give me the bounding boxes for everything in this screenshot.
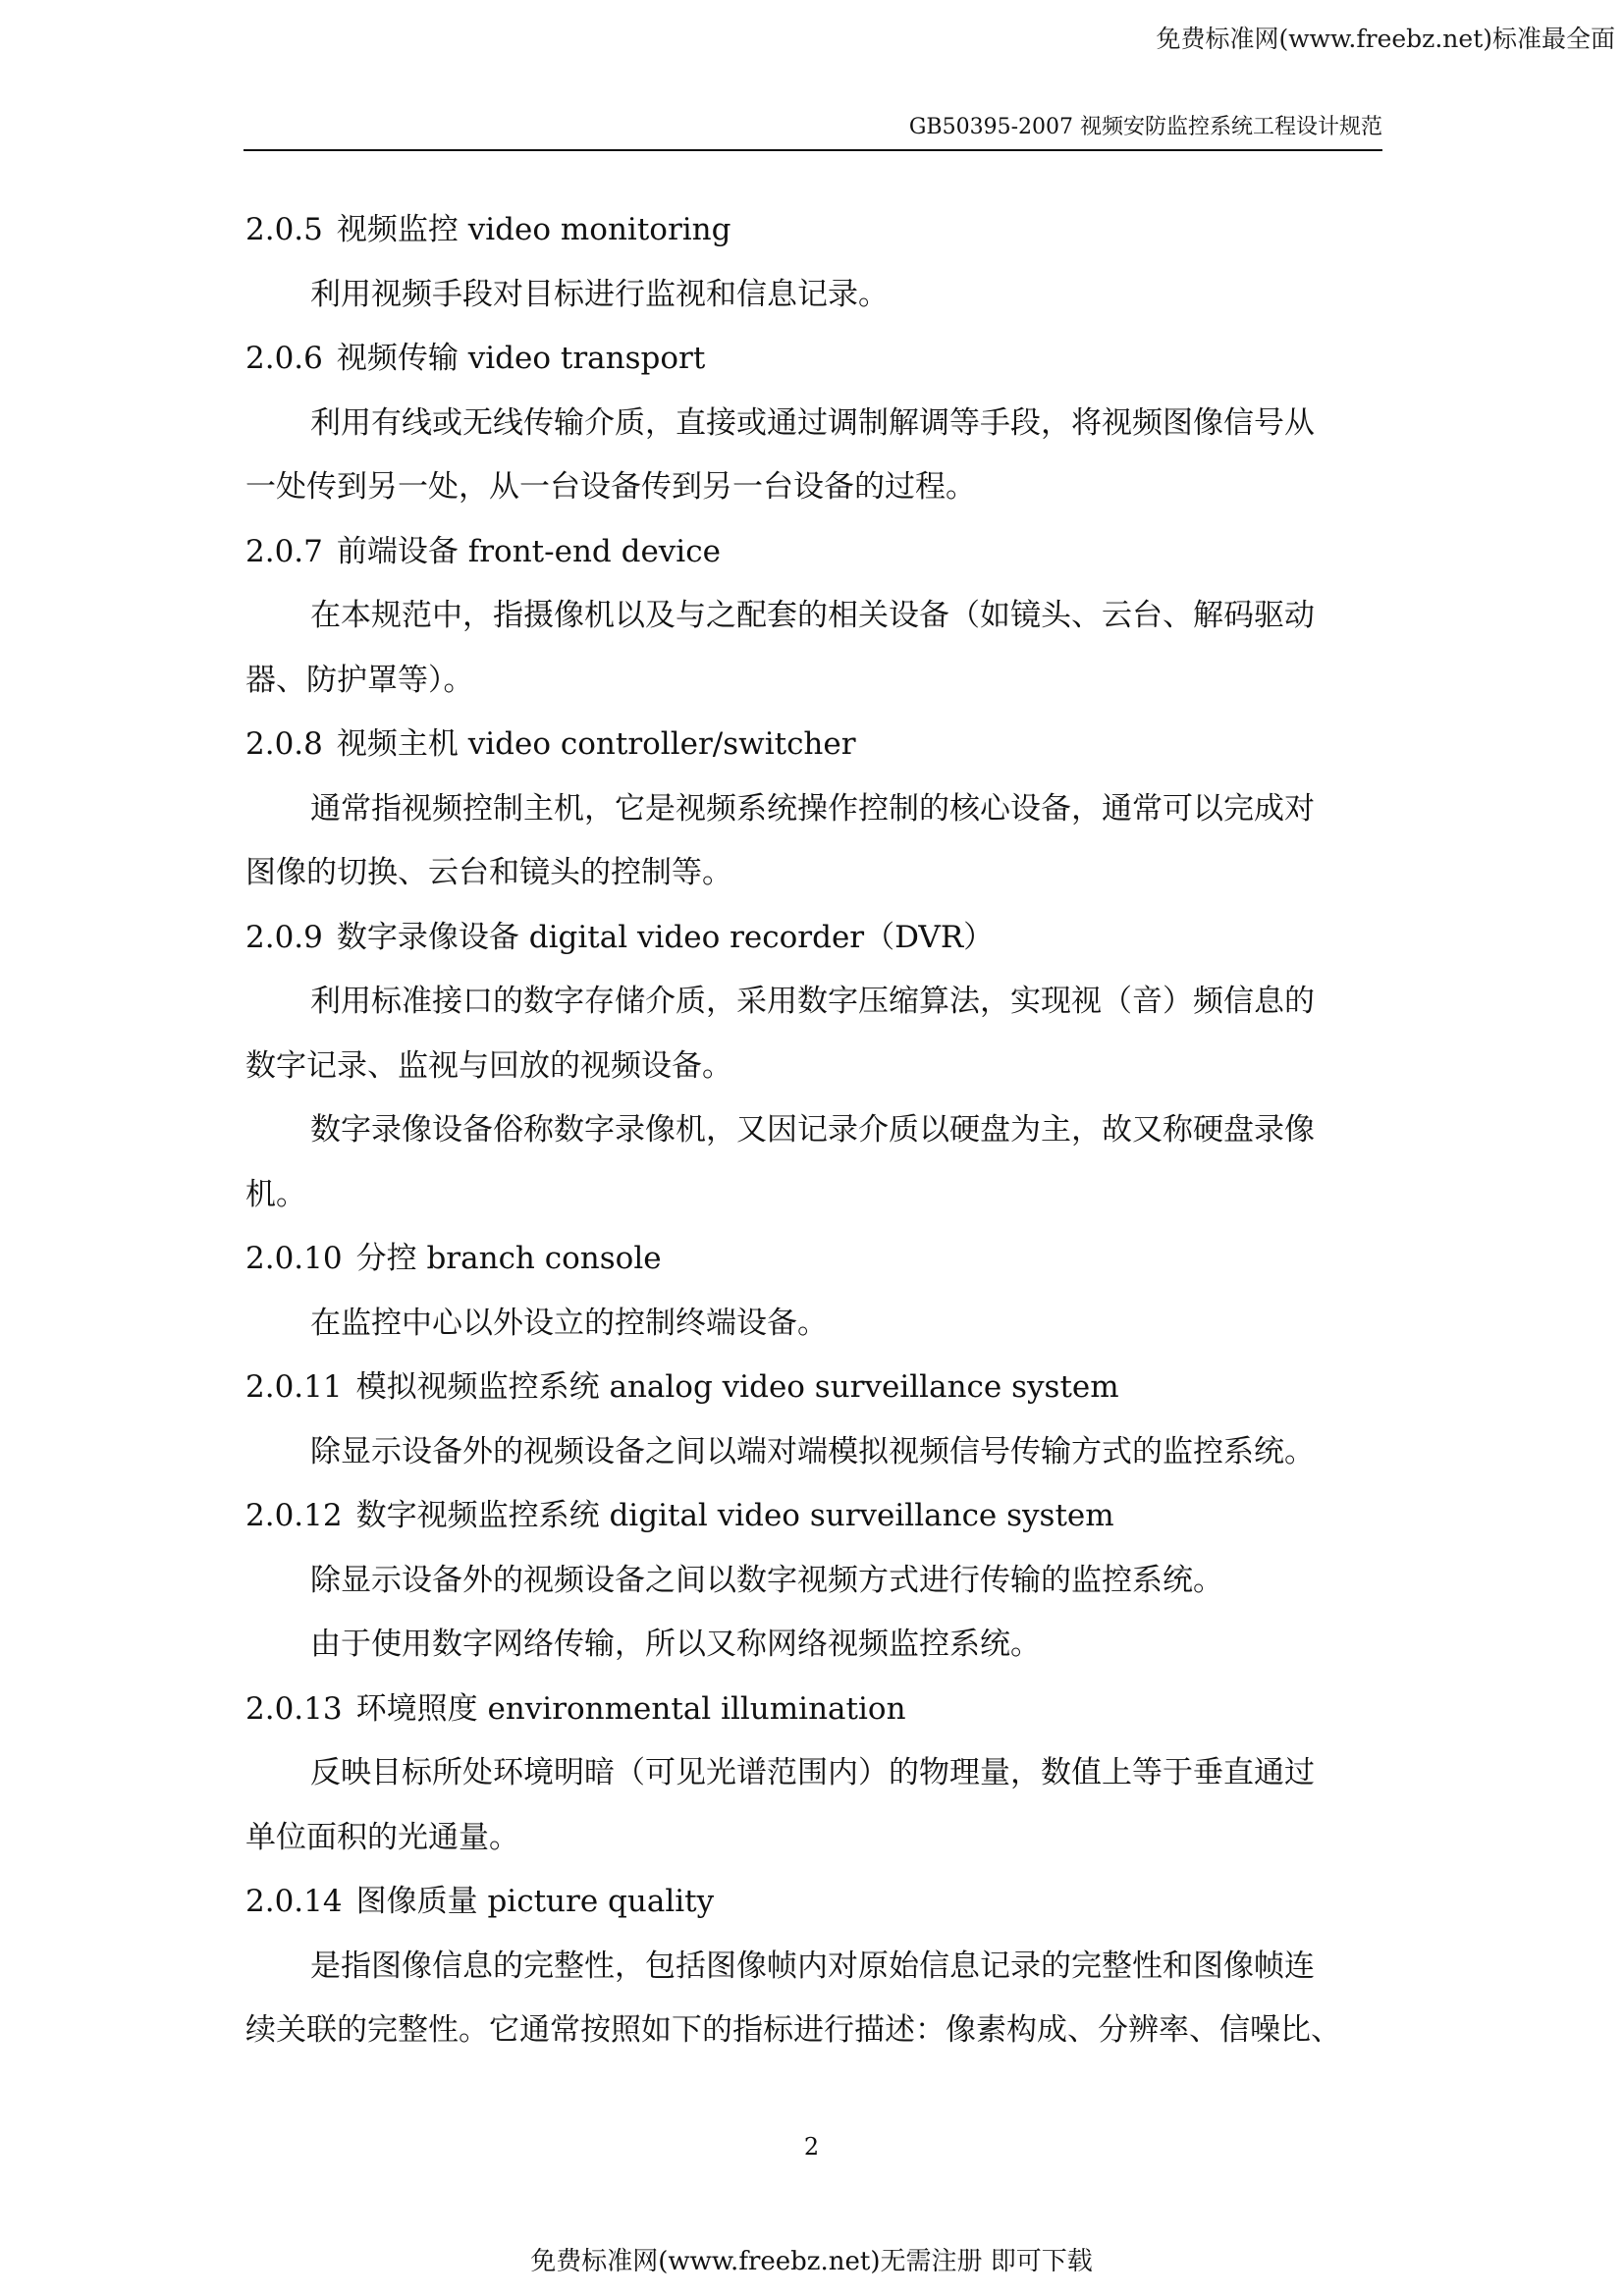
term-heading <box>245 1363 1382 1428</box>
term-number: 2.0.12 <box>245 1498 343 1533</box>
paragraph-line-first: 由于使用数字网络传输，所以又称网络视频监控系统。 <box>310 1627 1041 1662</box>
paragraph-line-first: 通常指视频控制主机，它是视频系统操作控制的核心设备，通常可以完成对 <box>310 790 1315 827</box>
term-heading <box>245 335 1382 400</box>
term-title: 视频传输 video transport <box>336 341 706 376</box>
term-title: 数字录像设备 digital video recorder（DVR） <box>336 919 995 955</box>
paragraph-line-first: 除显示设备外的视频设备之间以数字视频方式进行传输的监控系统。 <box>310 1562 1223 1598</box>
term-number: 2.0.11 <box>245 1369 343 1405</box>
term-number: 2.0.7 <box>245 533 323 569</box>
paragraph-line: 图像的切换、云台和镜头的控制等。 <box>245 855 732 890</box>
term-title: 视频主机 video controller/switcher <box>336 726 856 762</box>
paragraph-line-first: 利用有线或无线传输介质，直接或通过调制解调等手段，将视频图像信号从 <box>310 404 1315 441</box>
term-heading <box>245 721 1382 785</box>
paragraph-line-first: 是指图像信息的完整性，包括图像帧内对原始信息记录的完整性和图像帧连 <box>310 1948 1315 1984</box>
paragraph-line: 器、防护罩等）。 <box>245 662 474 698</box>
paragraph-line: 机。 <box>245 1176 306 1212</box>
term-title: 分控 branch console <box>355 1241 662 1276</box>
header-rule <box>243 149 1382 151</box>
paragraph-line-first: 在本规范中，指摄像机以及与之配套的相关设备（如镜头、云台、解码驱动 <box>310 598 1315 633</box>
term-heading <box>245 914 1382 979</box>
term-heading <box>245 1235 1382 1300</box>
term-number: 2.0.6 <box>245 341 323 376</box>
term-number: 2.0.13 <box>245 1690 343 1727</box>
term-title: 模拟视频监控系统 analog video surveillance system <box>355 1369 1119 1405</box>
paragraph-line: 续关联的完整性。它通常按照如下的指标进行描述：像素构成、分辨率、信噪比、 <box>245 2012 1341 2048</box>
term-number: 2.0.8 <box>245 726 323 762</box>
paragraph-line: 数字记录、监视与回放的视频设备。 <box>245 1047 732 1084</box>
term-heading <box>245 206 1382 271</box>
watermark-top: 免费标准网(www.freebz.net)标准最全面 <box>1156 25 1615 53</box>
term-title: 视频监控 video monitoring <box>336 212 731 247</box>
paragraph-line: 单位面积的光通量。 <box>245 1819 519 1855</box>
term-heading <box>245 528 1382 593</box>
term-title: 数字视频监控系统 digital video surveillance system <box>355 1498 1114 1533</box>
term-title: 环境照度 environmental illumination <box>355 1690 906 1727</box>
paragraph-line-first: 反映目标所处环境明暗（可见光谱范围内）的物理量，数值上等于垂直通过 <box>310 1755 1315 1790</box>
page-number: 2 <box>803 2133 820 2161</box>
paragraph-line-first: 除显示设备外的视频设备之间以端对端模拟视频信号传输方式的监控系统。 <box>310 1433 1315 1469</box>
paragraph-line-first: 利用标准接口的数字存储介质，采用数字压缩算法，实现视（音）频信息的 <box>310 984 1315 1019</box>
term-number: 2.0.5 <box>245 212 323 247</box>
document-body <box>245 206 1382 2071</box>
watermark-bottom: 免费标准网(www.freebz.net)无需注册 即可下载 <box>530 2247 1093 2276</box>
paragraph-line: 一处传到另一处，从一台设备传到另一台设备的过程。 <box>245 469 976 505</box>
paragraph-line-first: 数字录像设备俗称数字录像机，又因记录介质以硬盘为主，故又称硬盘录像 <box>310 1112 1315 1148</box>
running-header: GB50395-2007 视频安防监控系统工程设计规范 <box>908 115 1382 139</box>
term-heading <box>245 1492 1382 1557</box>
term-number: 2.0.9 <box>245 919 323 955</box>
paragraph-line-first: 在监控中心以外设立的控制终端设备。 <box>310 1305 828 1341</box>
term-title: 图像质量 picture quality <box>355 1884 715 1919</box>
term-title: 前端设备 front-end device <box>336 533 721 569</box>
term-heading <box>245 1878 1382 1943</box>
term-number: 2.0.10 <box>245 1241 343 1276</box>
paragraph-line-first: 利用视频手段对目标进行监视和信息记录。 <box>310 276 889 312</box>
term-heading <box>245 1685 1382 1750</box>
term-number: 2.0.14 <box>245 1884 343 1919</box>
